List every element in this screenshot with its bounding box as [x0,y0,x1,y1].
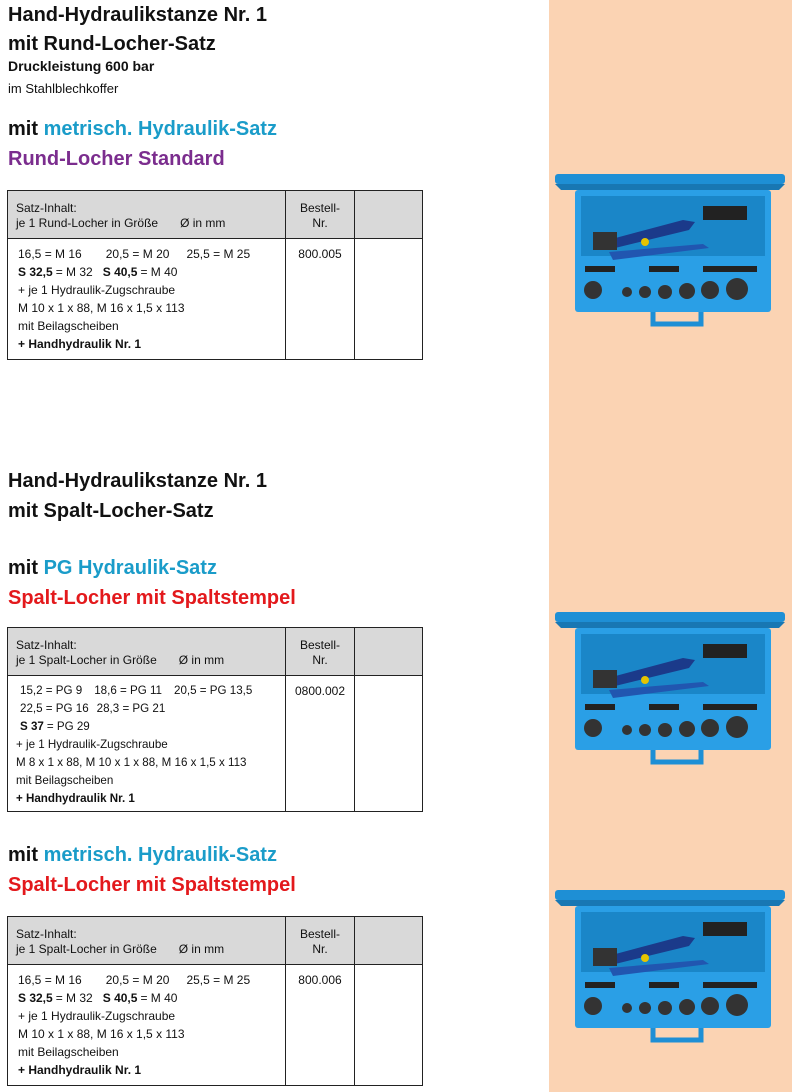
hydraulic-case-icon [553,886,787,1046]
block1-hydraulic: metrisch. Hydraulik-Satz [43,118,277,140]
extra-line: + je 1 Hydraulik-Zugschraube [16,738,168,751]
size-row [20,718,285,736]
block1-table [7,190,423,360]
header-line2: je 1 Rund-Locher in Größe [16,216,159,230]
size-row [18,245,285,263]
section2-title2: mit Spalt-Locher-Satz [8,500,214,522]
size-cell: S 37 [20,720,44,733]
size-cell: 15,2 = PG 9 [20,684,83,697]
hand-line: + Handhydraulik Nr. 1 [16,792,135,805]
order-number: 800.006 [286,965,355,1086]
header-line1: Satz-Inhalt: [16,201,77,215]
header-line1: Satz-Inhalt: [16,927,77,941]
block1-heading [8,118,277,141]
block3-heading [8,844,277,867]
extra-line: mit Beilagscheiben [18,1045,119,1059]
header-line1: Satz-Inhalt: [16,638,77,652]
size-cell: = M 32 [55,991,93,1005]
header-diameter: Ø in mm [178,653,225,667]
table-body [8,965,422,1086]
size-cell: S 40,5 [102,991,138,1005]
section1-title2: mit Rund-Locher-Satz [8,33,216,55]
header-line2: je 1 Spalt-Locher in Größe [16,653,157,667]
block2-hydraulic: PG Hydraulik-Satz [43,557,217,579]
size-cell: S 32,5 [18,991,53,1005]
hydraulic-case-icon [553,170,787,330]
block2-mit: mit [8,557,38,579]
block3-hydraulic: metrisch. Hydraulik-Satz [43,844,277,866]
size-cell: S 40,5 [102,265,138,279]
extra-line: + je 1 Hydraulik-Zugschraube [18,1009,176,1023]
hydraulic-case-icon [553,608,787,768]
case-text: im Stahlblechkoffer [8,81,119,96]
pressure-text: Druckleistung 600 bar [8,58,155,74]
size-cell: 25,5 = M 25 [186,973,251,987]
header-order2: Nr. [312,216,328,230]
header-order1: Bestell- [299,638,340,652]
extra-line: + je 1 Hydraulik-Zugschraube [18,283,176,297]
hand-line: + Handhydraulik Nr. 1 [18,337,142,351]
size-cell: 18,6 = PG 11 [94,684,162,697]
size-row [20,682,285,700]
header-diameter: Ø in mm [178,942,225,956]
order-number: 800.005 [286,239,355,360]
block2-table [7,627,423,812]
extra-line: mit Beilagscheiben [16,774,114,787]
size-row [20,700,285,718]
extra-line: M 10 x 1 x 88, M 16 x 1,5 x 113 [18,1027,185,1041]
size-cell: 16,5 = M 16 [18,247,82,261]
block3-type: Spalt-Locher mit Spaltstempel [8,874,296,896]
size-cell: 25,5 = M 25 [186,247,251,261]
size-row [18,971,285,989]
table-body [8,239,422,360]
block2-heading [8,557,217,580]
table-header [8,628,422,676]
block2-type: Spalt-Locher mit Spaltstempel [8,587,296,609]
header-order1: Bestell- [299,927,340,941]
extra-line: M 10 x 1 x 88, M 16 x 1,5 x 113 [18,301,185,315]
block1-type: Rund-Locher Standard [8,148,225,170]
size-cell: = M 40 [140,265,178,279]
table-body [8,676,422,812]
block1-mit: mit [8,118,38,140]
size-row [18,989,285,1007]
size-cell: 20,5 = PG 13,5 [174,684,253,697]
size-cell: = M 32 [55,265,93,279]
header-order2: Nr. [312,942,328,956]
table-header [8,917,422,965]
size-cell: 28,3 = PG 21 [96,702,166,715]
block3-mit: mit [8,844,38,866]
size-cell: 22,5 = PG 16 [20,702,89,715]
hand-line: + Handhydraulik Nr. 1 [18,1063,142,1077]
size-cell: S 32,5 [18,265,53,279]
section2-title1: Hand-Hydraulikstanze Nr. 1 [8,470,267,492]
section1-title1: Hand-Hydraulikstanze Nr. 1 [8,4,267,26]
header-order2: Nr. [312,653,328,667]
extra-line: M 8 x 1 x 88, M 10 x 1 x 88, M 16 x 1,5 x 113 [16,756,247,769]
header-line2: je 1 Spalt-Locher in Größe [16,942,157,956]
size-cell: 20,5 = M 20 [105,973,170,987]
header-order1: Bestell- [299,201,340,215]
block3-table [7,916,423,1086]
header-diameter: Ø in mm [180,216,226,230]
size-cell: = M 40 [140,991,178,1005]
size-cell: 16,5 = M 16 [18,973,82,987]
table-header [8,191,422,239]
size-row [18,263,285,281]
size-cell: 20,5 = M 20 [105,247,170,261]
order-number: 0800.002 [286,676,355,812]
size-cell: = PG 29 [46,720,90,733]
extra-line: mit Beilagscheiben [18,319,119,333]
